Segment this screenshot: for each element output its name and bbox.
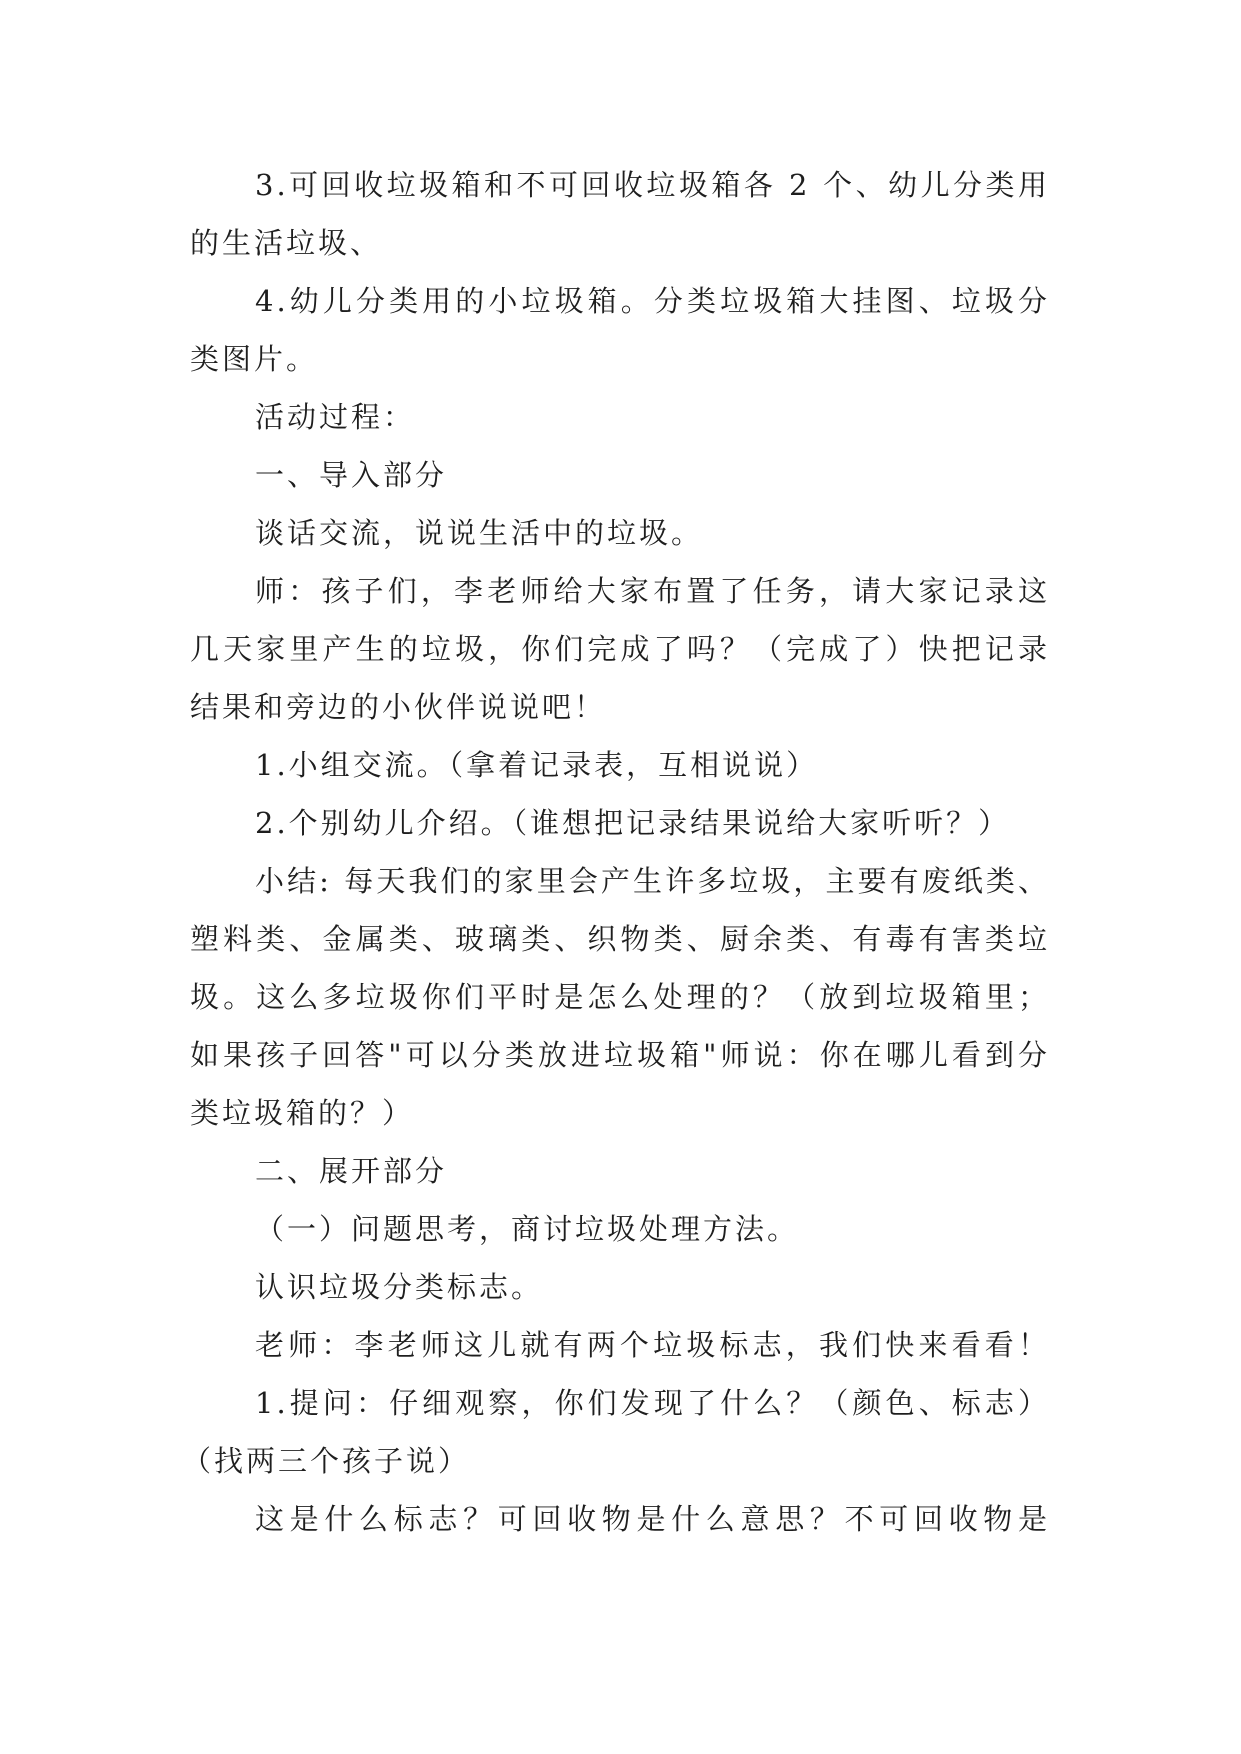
text-line: 塑料类、金属类、玻璃类、织物类、厨余类、有毒有害类垃: [190, 922, 1050, 956]
section-heading: 一、导入部分: [255, 458, 448, 492]
text-line: （找两三个孩子说）: [182, 1444, 471, 1478]
list-item: 2.个别幼儿介绍。（谁想把记录结果说给大家听听？）: [255, 806, 1011, 840]
text-line: 结果和旁边的小伙伴说说吧！: [190, 690, 607, 724]
text-line: 老师：李老师这儿就有两个垃圾标志，我们快来看看！: [255, 1328, 1050, 1362]
text-line: 圾。这么多垃圾你们平时是怎么处理的？（放到垃圾箱里；: [190, 980, 1050, 1014]
text-line: 师：孩子们，李老师给大家布置了任务，请大家记录这: [255, 574, 1050, 608]
section-label: 活动过程：: [255, 400, 416, 434]
text-line: 小结: 每天我们的家里会产生许多垃圾，主要有废纸类、: [255, 864, 1050, 898]
text-line: 认识垃圾分类标志。: [255, 1270, 544, 1304]
text-line: 的生活垃圾、: [190, 226, 383, 260]
text-line: 类垃圾箱的？）: [190, 1096, 415, 1130]
section-heading: 二、展开部分: [255, 1154, 448, 1188]
subsection-heading: （一）问题思考，商讨垃圾处理方法。: [255, 1212, 800, 1246]
text-line: 类图片。: [190, 342, 319, 376]
text-line: 这是什么标志？可回收物是什么意思？不可回收物是: [255, 1502, 1050, 1536]
text-line: 4.幼儿分类用的小垃圾箱。分类垃圾箱大挂图、垃圾分: [255, 284, 1050, 318]
text-line: 几天家里产生的垃圾，你们完成了吗？（完成了）快把记录: [190, 632, 1050, 666]
text-line: 如果孩子回答"可以分类放进垃圾箱"师说：你在哪儿看到分: [190, 1038, 1050, 1072]
text-line: 谈话交流，说说生活中的垃圾。: [255, 516, 704, 550]
list-item: 1.小组交流。（拿着记录表，互相说说）: [255, 748, 819, 782]
list-item: 1.提问：仔细观察，你们发现了什么？（颜色、标志）: [255, 1386, 1050, 1420]
text-line: 3.可回收垃圾箱和不可回收垃圾箱各 2 个、幼儿分类用: [255, 168, 1050, 202]
